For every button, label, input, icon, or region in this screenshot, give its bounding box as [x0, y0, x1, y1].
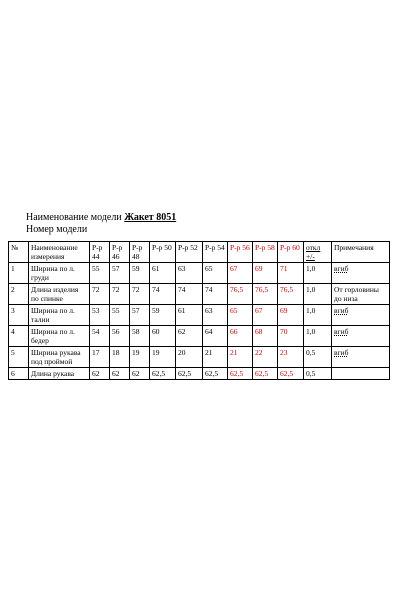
- header-notes: Примечания: [332, 242, 390, 263]
- row-size-value: 65: [228, 305, 253, 326]
- model-name-label: Наименование модели: [26, 212, 125, 223]
- row-tolerance: 1,0: [304, 284, 332, 305]
- table-row: [9, 347, 390, 368]
- row-size-value: 19: [130, 347, 150, 368]
- table-row: [9, 305, 390, 326]
- row-size-value: 62,5: [228, 368, 253, 380]
- row-size-value: 62: [110, 368, 130, 380]
- table-row: [9, 368, 390, 380]
- row-size-value: 72: [90, 284, 110, 305]
- row-measure-name: Ширина по л. бедер: [29, 326, 90, 347]
- row-measure-name: Ширина рукава под проймой: [29, 347, 90, 368]
- row-note: [332, 368, 390, 380]
- row-tolerance: 1,0: [304, 305, 332, 326]
- row-size-value: 65: [203, 263, 228, 284]
- table-row: [9, 326, 390, 347]
- header-size: Р-р 54: [203, 242, 228, 263]
- row-size-value: 59: [150, 305, 176, 326]
- document-header: [26, 212, 176, 236]
- row-size-value: 72: [110, 284, 130, 305]
- row-size-value: 63: [203, 305, 228, 326]
- row-size-value: 20: [176, 347, 203, 368]
- row-size-value: 74: [203, 284, 228, 305]
- row-size-value: 55: [90, 263, 110, 284]
- row-size-value: 74: [150, 284, 176, 305]
- row-size-value: 76,5: [253, 284, 278, 305]
- row-note: вгиб: [332, 347, 390, 368]
- header-tolerance: откл +/-: [304, 242, 332, 263]
- header-size: Р-р 52: [176, 242, 203, 263]
- model-name-value: Жакет 8051: [124, 212, 177, 223]
- row-num: 1: [9, 263, 29, 284]
- table-row: [9, 263, 390, 284]
- row-num: 5: [9, 347, 29, 368]
- header-size: Р-р 60: [278, 242, 304, 263]
- header-size: Р-р 58: [253, 242, 278, 263]
- row-tolerance: 0,5: [304, 347, 332, 368]
- row-size-value: 62: [176, 326, 203, 347]
- row-size-value: 21: [228, 347, 253, 368]
- row-size-value: 57: [130, 305, 150, 326]
- row-size-value: 76,5: [228, 284, 253, 305]
- row-num: 4: [9, 326, 29, 347]
- row-size-value: 61: [176, 305, 203, 326]
- row-size-value: 53: [90, 305, 110, 326]
- header-size: Р-р 44: [90, 242, 110, 263]
- row-size-value: 19: [150, 347, 176, 368]
- row-size-value: 57: [110, 263, 130, 284]
- row-size-value: 69: [253, 263, 278, 284]
- header-num: №: [9, 242, 29, 263]
- header-size: Р-р 48: [130, 242, 150, 263]
- row-size-value: 55: [110, 305, 130, 326]
- row-size-value: 76,5: [278, 284, 304, 305]
- row-measure-name: Длина изделия по спинке: [29, 284, 90, 305]
- size-chart-table: [8, 241, 390, 380]
- row-num: 6: [9, 368, 29, 380]
- row-note: вгиб: [332, 263, 390, 284]
- row-size-value: 17: [90, 347, 110, 368]
- row-size-value: 64: [203, 326, 228, 347]
- table-header-row: [9, 242, 390, 263]
- row-size-value: 62,5: [203, 368, 228, 380]
- row-size-value: 72: [130, 284, 150, 305]
- row-num: 3: [9, 305, 29, 326]
- row-size-value: 60: [150, 326, 176, 347]
- row-size-value: 58: [130, 326, 150, 347]
- row-num: 2: [9, 284, 29, 305]
- row-size-value: 18: [110, 347, 130, 368]
- row-size-value: 67: [228, 263, 253, 284]
- header-name: Наименование измерения: [29, 242, 90, 263]
- row-measure-name: Ширина по л. талии: [29, 305, 90, 326]
- row-note: вгиб: [332, 326, 390, 347]
- row-size-value: 23: [278, 347, 304, 368]
- row-note: От горловины до низа: [332, 284, 390, 305]
- model-name-line: [26, 212, 176, 224]
- row-size-value: 21: [203, 347, 228, 368]
- row-size-value: 62: [130, 368, 150, 380]
- row-size-value: 59: [130, 263, 150, 284]
- row-size-value: 68: [253, 326, 278, 347]
- row-tolerance: 1,0: [304, 263, 332, 284]
- header-size: Р-р 56: [228, 242, 253, 263]
- row-size-value: 66: [228, 326, 253, 347]
- row-size-value: 70: [278, 326, 304, 347]
- row-size-value: 67: [253, 305, 278, 326]
- table-row: [9, 284, 390, 305]
- row-size-value: 62,5: [278, 368, 304, 380]
- row-size-value: 62,5: [176, 368, 203, 380]
- row-tolerance: 1,0: [304, 326, 332, 347]
- model-number-line: Номер модели: [26, 224, 88, 235]
- row-size-value: 61: [150, 263, 176, 284]
- row-size-value: 54: [90, 326, 110, 347]
- row-note: вгиб: [332, 305, 390, 326]
- row-tolerance: 0,5: [304, 368, 332, 380]
- row-size-value: 62,5: [150, 368, 176, 380]
- row-size-value: 62,5: [253, 368, 278, 380]
- row-size-value: 71: [278, 263, 304, 284]
- row-measure-name: Длина рукава: [29, 368, 90, 380]
- header-size: Р-р 46: [110, 242, 130, 263]
- row-size-value: 22: [253, 347, 278, 368]
- row-measure-name: Ширина по л. груди: [29, 263, 90, 284]
- row-size-value: 56: [110, 326, 130, 347]
- table-body: [9, 263, 390, 380]
- header-size: Р-р 50: [150, 242, 176, 263]
- row-size-value: 74: [176, 284, 203, 305]
- row-size-value: 69: [278, 305, 304, 326]
- row-size-value: 62: [90, 368, 110, 380]
- row-size-value: 63: [176, 263, 203, 284]
